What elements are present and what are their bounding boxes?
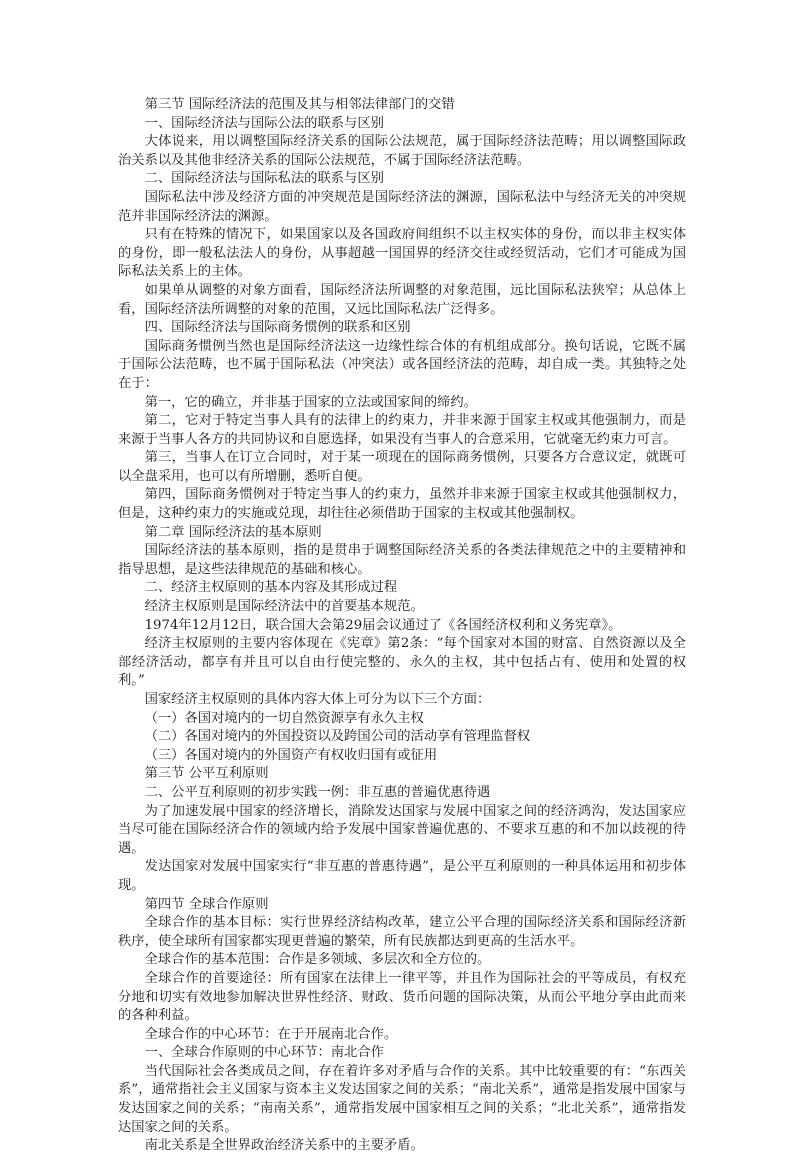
section-heading: 第四节 全球合作原则 (144, 896, 269, 912)
subsection-heading: 一、全球合作原则的中心环节：南北合作 (144, 1045, 384, 1061)
section-heading: 第三节 公平互利原则 (144, 766, 269, 782)
paragraph: 第一，它的确立，并非基于国家的立法或国家间的缔约。 (144, 394, 478, 410)
paragraph: 全球合作的基本范围：合作是多领域、多层次和全方位的。 (144, 952, 491, 968)
paragraph: 1974年12月12日，联合国大会第29届会议通过了《各国经济权利和义务宪章》。 (144, 617, 622, 633)
subsection-heading: 二、国际经济法与国际私法的联系与区别 (144, 171, 384, 187)
paragraph: 发达国家对发展中国家实行“非互惠的普惠待遇”，是公平互利原则的一种具体运用和初步体现。 (118, 859, 686, 893)
chapter-heading: 第二章 国际经济法的基本原则 (144, 524, 322, 540)
paragraph: 第四，国际商务惯例对于特定当事人的约束力，虽然并非来源于国家主权或其他强制权力，但是，这种约束力的实施或兑现，却往往必须借助于国家的主权或其他强制权。 (118, 487, 686, 522)
paragraph: 国家经济主权原则的具体内容大体上可分为以下三个方面： (144, 692, 491, 707)
paragraph: 大体说来，用以调整国际经济关系的国际公法规范，属于国际经济法范畴；用以调整国际政治关系以及其他非经济关系的国际公法规范，不属于国际经济法范畴。 (118, 134, 686, 168)
paragraph: 国际私法中涉及经济方面的冲突规范是国际经济法的渊源，国际私法中与经济无关的冲突规范并非国际经济法的渊源。 (118, 189, 686, 224)
subsection-heading: 二、经济主权原则的基本内容及其形成过程 (144, 580, 398, 596)
paragraph: 全球合作的首要途径：所有国家在法律上一律平等，并且作为国际社会的平等成员，有权充分地和切实有效地参加解决世界性经济、财政、货币问题的国际决策，从而公平地分享由此而来的各种利益。 (118, 970, 686, 1024)
list-item: （三）各国对境内的外国资产有权收归国有或征用 (144, 747, 438, 763)
paragraph: 第二，它对于特定当事人具有的法律上的约束力，并非来源于国家主权或其他强制力，而是来源于当事人各方的共同协议和自愿选择，如果没有当事人的合意采用，它就毫无约束力可言。 (118, 413, 686, 447)
paragraph: 为了加速发展中国家的经济增长，消除发达国家与发展中国家之间的经济鸿沟，发达国家应当尽可能在国际经济合作的领域内给予发展中国家普遍优惠的、不要求互惠的和不加以歧视的待遇。 (118, 803, 686, 856)
subsection-heading: 二、公平互利原则的初步实践一例：非互惠的普遍优惠待遇 (144, 784, 491, 800)
paragraph: 如果单从调整的对象方面看，国际经济法所调整的对象范围，远比国际私法狭窄；从总体上看，国际经济法所调整的对象的范围，又远比国际私法广泛得多。 (118, 282, 686, 317)
paragraph: 经济主权原则是国际经济法中的首要基本规范。 (144, 599, 424, 615)
paragraph: 全球合作的中心环节：在于开展南北合作。 (144, 1026, 398, 1042)
paragraph: 经济主权原则的主要内容体现在《宪章》第2条：“每个国家对本国的财富、自然资源以及全部经济活动，都享有并且可以自由行使完整的、永久的主权，其中包括占有、使用和处置的权利。” (118, 636, 686, 689)
list-item: （二）各国对境内的外国投资以及跨国公司的活动享有管理监督权 (144, 729, 531, 745)
paragraph: 全球合作的基本目标：实行世界经济结构改革，建立公平合理的国际经济关系和国际经济新秩序，使全球所有国家都实现更普遍的繁荣，所有民族都达到更高的生活水平。 (118, 915, 686, 949)
paragraph: 南北关系是全世界政治经济关系中的主要矛盾。 (144, 1138, 424, 1154)
subsection-heading: 四、国际经济法与国际商务惯例的联系和区别 (144, 320, 411, 336)
list-item: （一）各国对境内的一切自然资源享有永久主权 (144, 710, 424, 726)
paragraph: 国际商务惯例当然也是国际经济法这一边缘性综合体的有机组成部分。换句话说，它既不属于国际公法范畴，也不属于国际私法（冲突法）或各国经济法的范畴，却自成一类。其独特之处在于： (118, 338, 686, 391)
document-body (118, 96, 686, 1156)
paragraph: 第三，当事人在订立合同时，对于某一项现在的国际商务惯例，只要各方合意议定，就既可以全盘采用，也可以有所增删，悉听自便。 (118, 450, 686, 484)
paragraph: 当代国际社会各类成员之间，存在着许多对矛盾与合作的关系。其中比较重要的有：“东西关系”，通常指社会主义国家与资本主义发达国家之间的关系；“南北关系”，通常是指发展中国家与发达国家之间的关系；“南南关系”，通常指发展中国家相互之间的关系；“北北关系”，通常指发达国家之间的关系。 (118, 1063, 686, 1135)
section-heading: 第三节 国际经济法的范围及其与相邻法律部门的交错 (144, 97, 455, 112)
subsection-heading: 一、国际经济法与国际公法的联系与区别 (144, 115, 384, 131)
paragraph: 国际经济法的基本原则，指的是贯串于调整国际经济关系的各类法律规范之中的主要精神和指导思想，是这些法律规范的基础和核心。 (118, 543, 686, 577)
paragraph: 只有在特殊的情况下，如果国家以及各国政府间组织不以主权实体的身份，而以非主权实体的身份，即一般私法法人的身份，从事超越一国国界的经济交往或经贸活动，它们才可能成为国际私法关系上的主体。 (118, 227, 686, 280)
